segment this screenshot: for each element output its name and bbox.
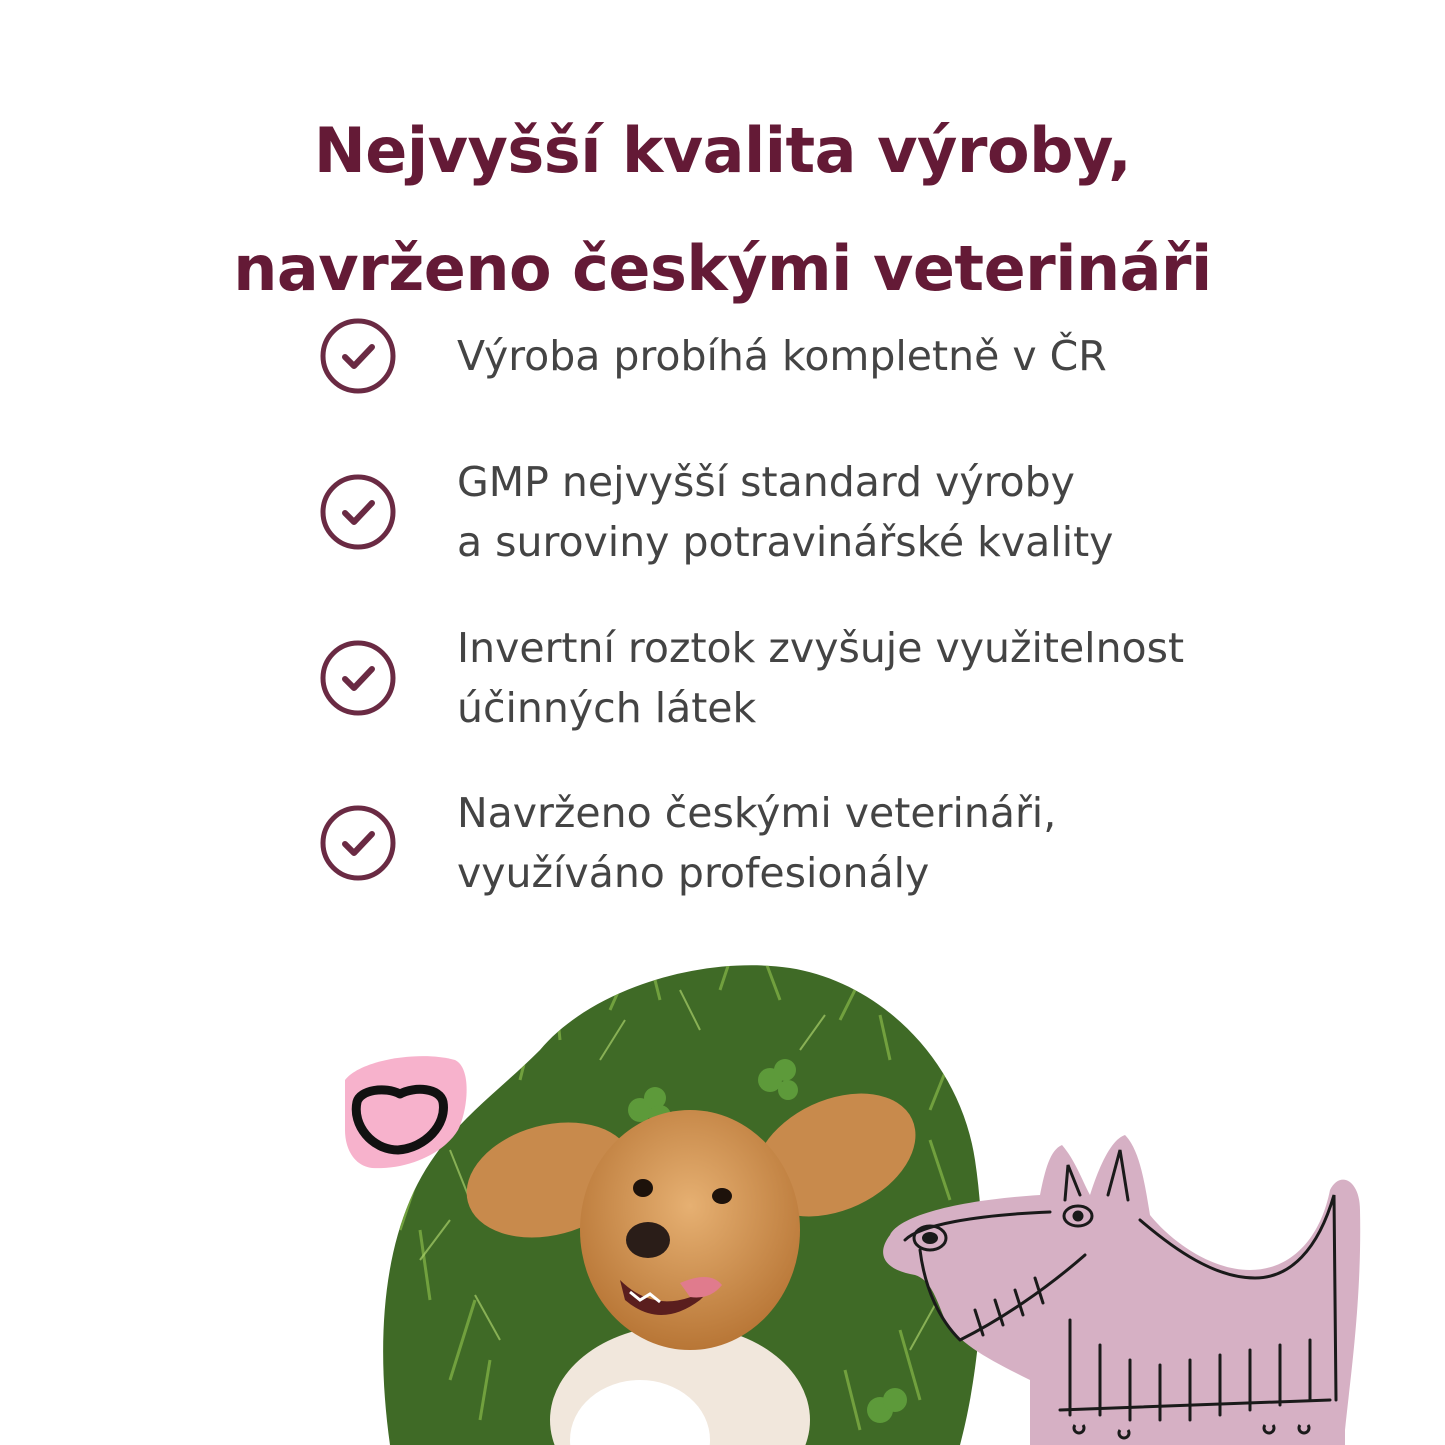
dog-on-grass-photo bbox=[370, 945, 990, 1445]
feature-line: účinných látek bbox=[457, 684, 757, 732]
feature-text bbox=[457, 783, 1056, 903]
feature-line: a suroviny potravinářské kvality bbox=[457, 518, 1114, 566]
feature-line: Invertní roztok zvyšuje využitelnost bbox=[457, 624, 1185, 672]
feature-line: Výroba probíhá kompletně v ČR bbox=[457, 332, 1107, 380]
page-title-line-2: navrženo českými veterináři bbox=[233, 232, 1212, 305]
feature-line: Navrženo českými veterináři, bbox=[457, 789, 1057, 837]
feature-text bbox=[457, 326, 1107, 386]
check-circle-icon bbox=[320, 474, 396, 550]
check-circle-icon bbox=[320, 640, 396, 716]
feature-text bbox=[457, 618, 1184, 738]
feature-line: GMP nejvyšší standard výroby bbox=[457, 458, 1075, 506]
feature-line: využíváno profesionály bbox=[457, 849, 930, 897]
page-title-line-1: Nejvyšší kvalita výroby, bbox=[313, 114, 1132, 187]
illustration-area bbox=[0, 940, 1445, 1445]
check-circle-icon bbox=[320, 805, 396, 881]
feature-text bbox=[457, 452, 1113, 572]
check-circle-icon bbox=[320, 318, 396, 394]
